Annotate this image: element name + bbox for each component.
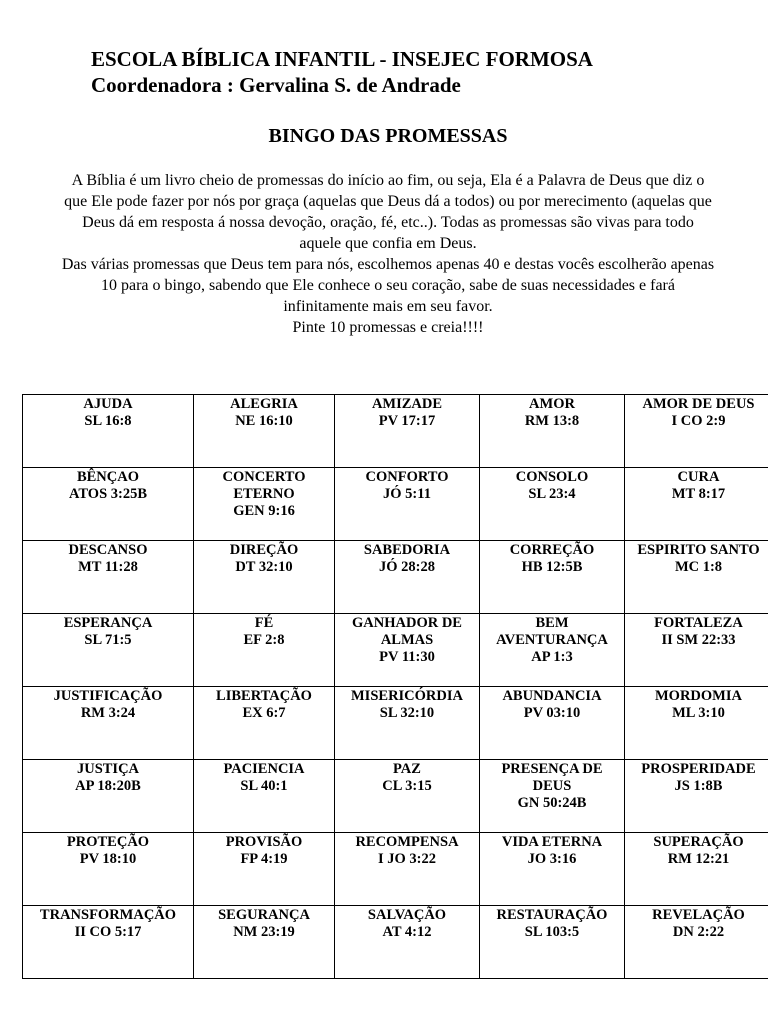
bingo-cell: SABEDORIA JÓ 28:28 (335, 541, 480, 614)
document-header (91, 46, 593, 98)
bingo-row (23, 614, 768, 687)
bingo-cell: JUSTIÇA AP 18:20B (23, 760, 194, 833)
bingo-cell: DESCANSO MT 11:28 (23, 541, 194, 614)
intro-text (60, 170, 716, 338)
bingo-row (23, 833, 768, 906)
bingo-cell: CONSOLO SL 23:4 (480, 468, 625, 541)
bingo-cell: AMIZADE PV 17:17 (335, 395, 480, 468)
intro-paragraph-3: Pinte 10 promessas e creia!!!! (292, 319, 484, 336)
bingo-cell: RESTAURAÇÃO SL 103:5 (480, 906, 625, 979)
bingo-cell: PROTEÇÃO PV 18:10 (23, 833, 194, 906)
bingo-cell: RECOMPENSA I JO 3:22 (335, 833, 480, 906)
bingo-row (23, 760, 768, 833)
bingo-cell: LIBERTAÇÃO EX 6:7 (194, 687, 335, 760)
bingo-row (23, 468, 768, 541)
bingo-row (23, 906, 768, 979)
bingo-grid (22, 394, 768, 979)
bingo-cell: ABUNDANCIA PV 03:10 (480, 687, 625, 760)
bingo-cell: SUPERAÇÃO RM 12:21 (625, 833, 768, 906)
bingo-cell: CURA MT 8:17 (625, 468, 768, 541)
bingo-cell: GANHADOR DE ALMAS PV 11:30 (335, 614, 480, 687)
bingo-cell: SEGURANÇA NM 23:19 (194, 906, 335, 979)
bingo-cell: BEM AVENTURANÇA AP 1:3 (480, 614, 625, 687)
page-title: BINGO DAS PROMESSAS (268, 125, 508, 147)
bingo-cell: CONFORTO JÓ 5:11 (335, 468, 480, 541)
bingo-cell: TRANSFORMAÇÃO II CO 5:17 (23, 906, 194, 979)
bingo-cell: AMOR RM 13:8 (480, 395, 625, 468)
bingo-cell: CORREÇÃO HB 12:5B (480, 541, 625, 614)
coordinator-line: Coordenadora : Gervalina S. de Andrade (91, 73, 461, 97)
bingo-cell: PROSPERIDADE JS 1:8B (625, 760, 768, 833)
bingo-cell: FORTALEZA II SM 22:33 (625, 614, 768, 687)
bingo-cell: FÉ EF 2:8 (194, 614, 335, 687)
bingo-cell: AJUDA SL 16:8 (23, 395, 194, 468)
bingo-cell: BÊNÇAO ATOS 3:25B (23, 468, 194, 541)
bingo-cell: PRESENÇA DE DEUS GN 50:24B (480, 760, 625, 833)
bingo-cell: MORDOMIA ML 3:10 (625, 687, 768, 760)
bingo-cell: PAZ CL 3:15 (335, 760, 480, 833)
bingo-cell: MISERICÓRDIA SL 32:10 (335, 687, 480, 760)
bingo-cell: PACIENCIA SL 40:1 (194, 760, 335, 833)
intro-paragraph-1: A Bíblia é um livro cheio de promessas do início ao fim, ou seja, Ela é a Palavra de Deus que diz o que Ele pode fazer por nós por graça (aquelas que Deus dá a todos) ou por merecimento (aquelas que Deus dá em resposta á nossa devoção, oração, fé, etc..). Todas as promessas são vivas para todo aquele que confia em Deus. (64, 172, 712, 252)
bingo-cell: PROVISÃO FP 4:19 (194, 833, 335, 906)
bingo-cell: CONCERTO ETERNO GEN 9:16 (194, 468, 335, 541)
bingo-cell: DIREÇÃO DT 32:10 (194, 541, 335, 614)
intro-paragraph-2: Das várias promessas que Deus tem para nós, escolhemos apenas 40 e destas vocês escolherão apenas 10 para o bingo, sabendo que Ele conhece o seu coração, sabe de suas necessidades e fará infinitamente mais em seu favor. (61, 256, 715, 315)
bingo-cell: ESPERANÇA SL 71:5 (23, 614, 194, 687)
bingo-row (23, 541, 768, 614)
bingo-cell: ALEGRIA NE 16:10 (194, 395, 335, 468)
school-name: ESCOLA BÍBLICA INFANTIL - INSEJEC FORMOSA (91, 47, 593, 71)
bingo-cell: REVELAÇÃO DN 2:22 (625, 906, 768, 979)
bingo-row (23, 395, 768, 468)
bingo-cell: JUSTIFICAÇÃO RM 3:24 (23, 687, 194, 760)
bingo-cell: VIDA ETERNA JO 3:16 (480, 833, 625, 906)
bingo-cell: ESPIRITO SANTO MC 1:8 (625, 541, 768, 614)
bingo-row (23, 687, 768, 760)
bingo-cell: AMOR DE DEUS I CO 2:9 (625, 395, 768, 468)
bingo-cell: SALVAÇÃO AT 4:12 (335, 906, 480, 979)
